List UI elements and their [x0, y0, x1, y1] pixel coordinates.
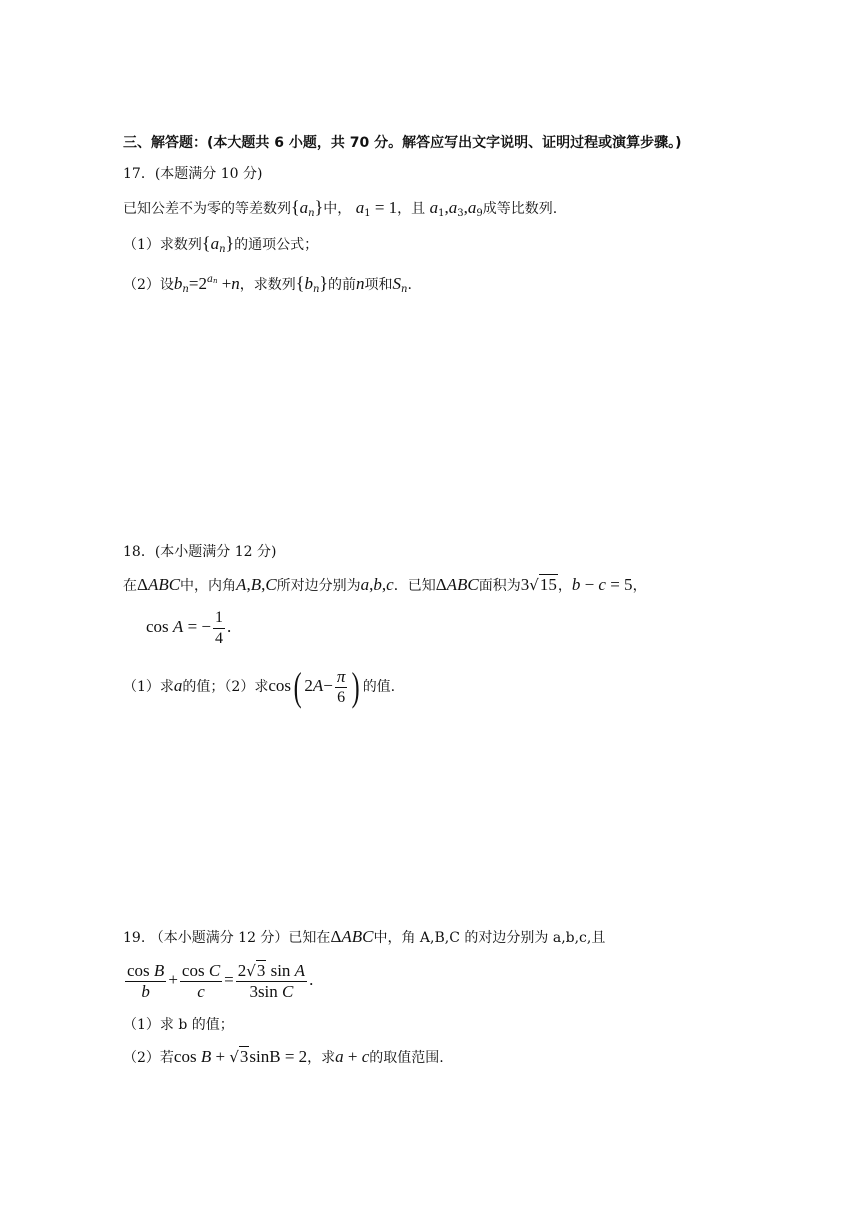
q18-head: 18．(本小题满分 12 分): [123, 544, 277, 560]
q19-head: 19. （本小题满分 12 分）已知在ΔABC中，角 A,B,C 的对边分别为 a,b,c,且: [123, 927, 606, 946]
q17-part2: （2）设$b_n=2^{a_n} +n$，求数列$\{b_n\}$的前n项和$S_n$.: [123, 273, 412, 295]
q17-stem: 已知公差不为零的等差数列$\{a_n\}$中， $a_1 = 1$，且 $a_1,a_3,a_9$成等比数列.: [123, 197, 558, 219]
q19-equation: $\frac{\text{cos B}}{b}$ + $\frac{\text{cos C}}{c}$ = $\frac{\text{2√3 sin A}}{\text{3sin C}}$ .: [127, 960, 314, 1001]
q17-part1: （1）求数列$\{a_n\}$的通项公式；: [123, 233, 319, 255]
q17-head: 17．(本题满分 10 分): [123, 166, 263, 182]
q18-stem: 在ΔABC中，内角A,B,C所对边分别为a,b,c．已知ΔABC面积为3√15，b − c = 5，: [123, 575, 647, 594]
section-heading: 三、解答题：(本大题共 6 小题，共 70 分。解答应写出文字说明、证明过程或演算步骤。): [123, 135, 682, 151]
q19-part1: （1）求 b 的值；: [123, 1017, 234, 1033]
q18-part1: （1）求a的值；（2）求cos( 2A− $\frac{\pi}{6}$ ) 的值.: [123, 664, 396, 709]
q19-part2: （2）若cos B + √3sinB = 2，求a + c的取值范围.: [123, 1047, 444, 1066]
q18-cosA: cos A = − $\frac{1}{4}$ .: [146, 608, 232, 647]
